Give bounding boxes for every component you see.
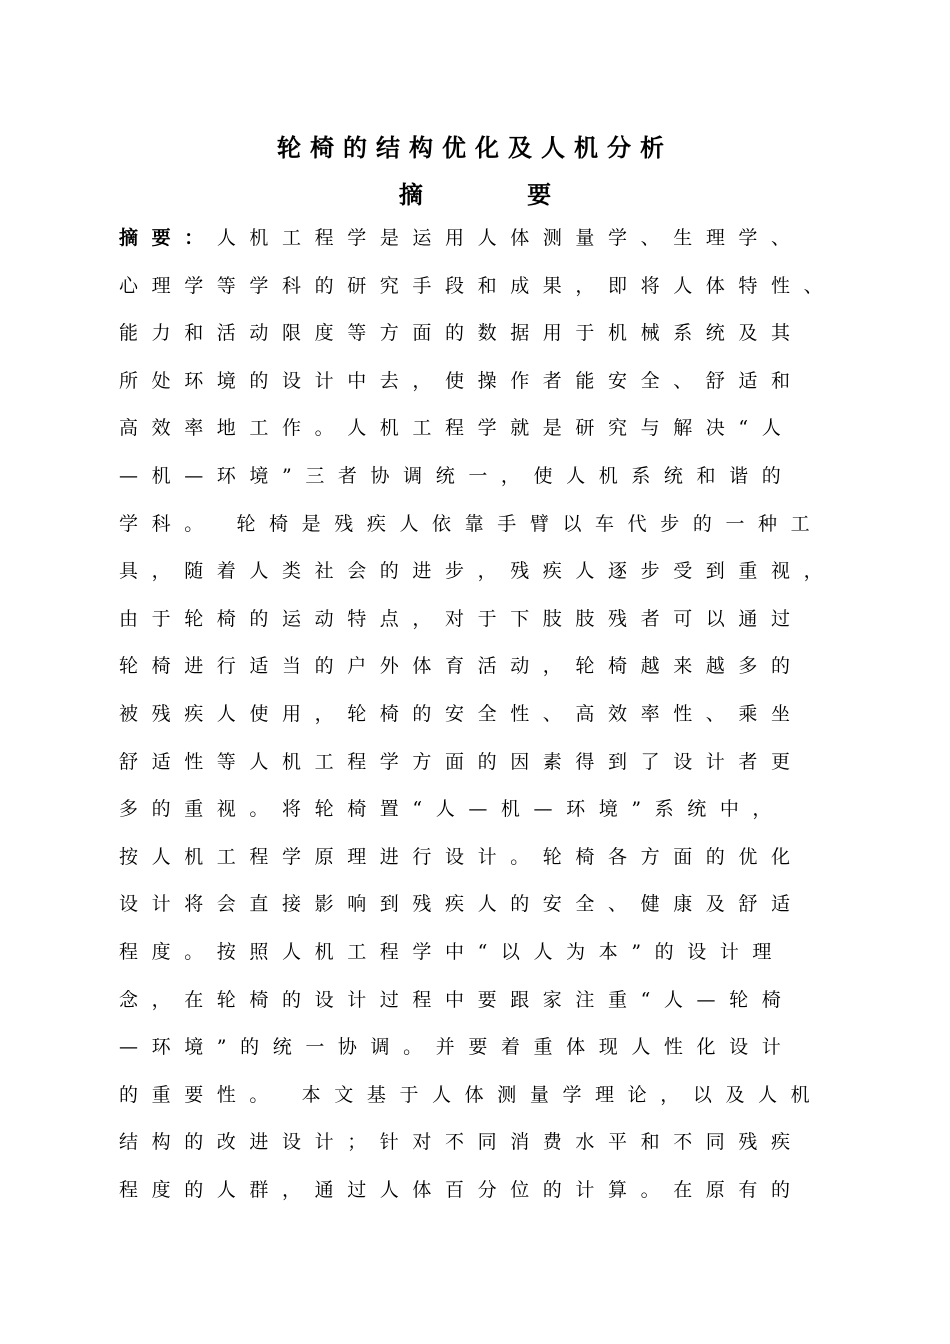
abstract-line: 设计将会直接影响到残疾人的安全、健康及舒适 — [119, 893, 804, 916]
abstract-line: —环境”的统一协调。并要着重体现人性化设计 — [119, 1036, 795, 1059]
abstract-line: 程度。按照人机工程学中“以人为本”的设计理 — [119, 940, 786, 963]
abstract-line: 念，在轮椅的设计过程中要跟家注重“人—轮椅 — [119, 988, 795, 1011]
abstract-heading: 摘 要 — [398, 180, 600, 209]
abstract-line: 所处环境的设计中去，使操作者能安全、舒适和 — [119, 369, 804, 392]
document-title: 轮椅的结构优化及人机分析 — [277, 133, 673, 162]
abstract-line: 高效率地工作。人机工程学就是研究与解决“人 — [119, 417, 795, 440]
abstract-line: 心理学等学科的研究手段和成果，即将人体特性、 — [119, 274, 837, 297]
abstract-line: 学科。 轮椅是残疾人依靠手臂以车代步的一种工 — [119, 512, 824, 535]
abstract-label: 摘要： — [119, 227, 217, 249]
abstract-line: 按人机工程学原理进行设计。轮椅各方面的优化 — [119, 845, 804, 868]
abstract-line-text: 人机工程学是运用人体测量学、生理学、 — [216, 227, 804, 249]
abstract-line: 程度的人群，通过人体百分位的计算。在原有的 — [119, 1178, 804, 1201]
abstract-line: 舒适性等人机工程学方面的因素得到了设计者更 — [119, 750, 804, 773]
abstract-line: 多的重视。将轮椅置“人—机—环境”系统中， — [119, 798, 786, 821]
abstract-line: 结构的改进设计；针对不同消费水平和不同残疾 — [119, 1131, 804, 1154]
abstract-line: 被残疾人使用，轮椅的安全性、高效率性、乘坐 — [119, 702, 804, 725]
abstract-line: 由于轮椅的运动特点，对于下肢肢残者可以通过 — [119, 607, 804, 630]
abstract-line: —机—环境”三者协调统一，使人机系统和谐的 — [119, 464, 795, 487]
abstract-line: 能力和活动限度等方面的数据用于机械系统及其 — [119, 322, 804, 345]
abstract-line: 的重要性。 本文基于人体测量学理论，以及人机 — [119, 1083, 824, 1106]
abstract-line: 轮椅进行适当的户外体育活动，轮椅越来越多的 — [119, 655, 804, 678]
abstract-line — [119, 218, 839, 266]
abstract-body — [119, 218, 839, 1217]
abstract-line: 具，随着人类社会的进步，残疾人逐步受到重视， — [119, 560, 837, 583]
